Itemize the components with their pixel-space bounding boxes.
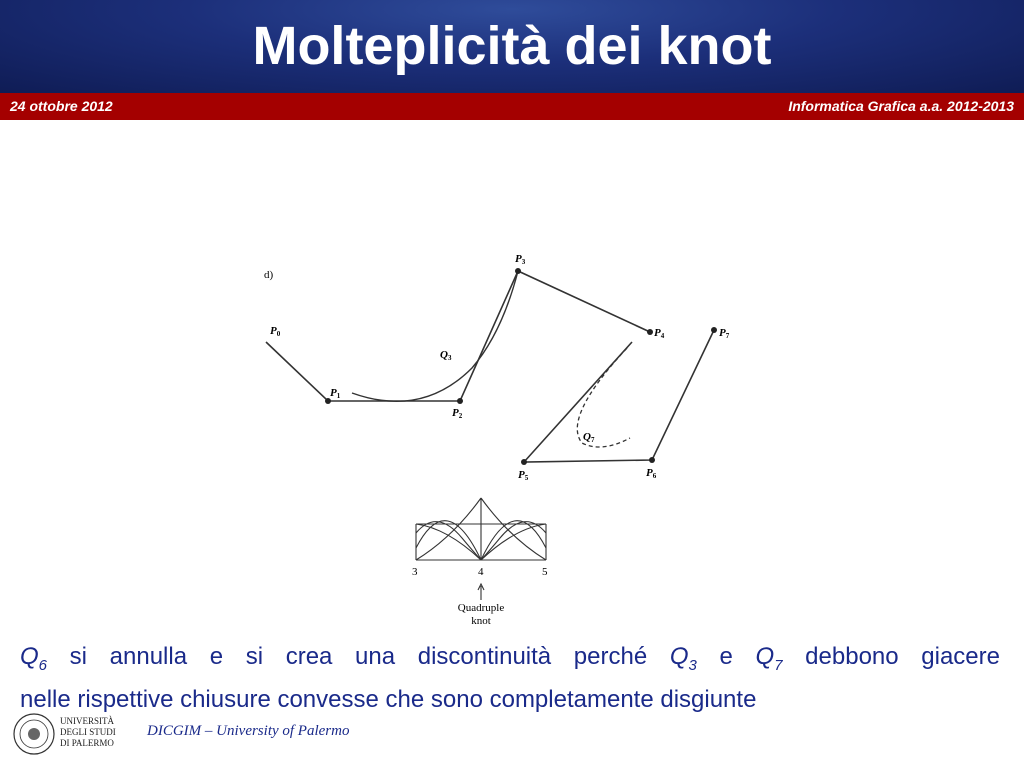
knot-axis-left: 3 [412, 566, 418, 578]
title-bar [0, 0, 1024, 93]
control-points [325, 268, 717, 465]
label-p7: P7 [719, 327, 730, 340]
caption-line-1: $Q_6$ si annulla e si crea una discontinuità perché $Q_3$ e $Q_7$ debbono giacere [20, 643, 1000, 674]
point-p3 [515, 268, 521, 274]
point-p4 [647, 329, 653, 335]
slide-title: Molteplicità dei knot [252, 16, 772, 76]
bspline-figure [262, 248, 762, 633]
panel-label: d) [264, 269, 274, 281]
caption-line-2: nelle rispettive chiusure convesse che sono completamente disgiunte [20, 685, 757, 713]
info-bar [0, 93, 1024, 120]
knot-axis-mid: 4 [478, 566, 484, 578]
knot-axis-right: 5 [542, 566, 548, 578]
caption [20, 640, 1000, 717]
university-name-3: DI PALERMO [60, 738, 114, 748]
university-logo [12, 710, 127, 758]
label-p2: P2 [452, 407, 463, 420]
knot-label-2: knot [471, 615, 491, 627]
control-polygon-left [266, 271, 650, 401]
course-name: Informatica Grafica a.a. 2012-2013 [788, 98, 1014, 114]
curve-q3 [352, 271, 518, 401]
label-q3: Q3 [440, 349, 452, 362]
knot-label-1: Quadruple [457, 602, 505, 614]
university-name-1: UNIVERSITÀ [60, 716, 114, 726]
label-p3: P3 [515, 253, 526, 266]
label-p6: P6 [646, 467, 657, 480]
label-p0: P0 [270, 325, 281, 338]
point-p7 [711, 327, 717, 333]
university-name-2: DEGLI STUDI [60, 727, 116, 737]
control-polygon-right [524, 330, 714, 462]
point-p6 [649, 457, 655, 463]
department-label: DICGIM – University of Palermo [147, 723, 350, 739]
label-q7: Q7 [583, 431, 595, 444]
label-p1: P1 [330, 387, 341, 400]
label-p5: P5 [518, 469, 529, 482]
slide-date: 24 ottobre 2012 [10, 98, 113, 114]
point-p2 [457, 398, 463, 404]
label-p4: P4 [654, 327, 665, 340]
basis-functions-plot [416, 498, 546, 600]
university-seal-icon [14, 714, 54, 754]
point-p5 [521, 459, 527, 465]
